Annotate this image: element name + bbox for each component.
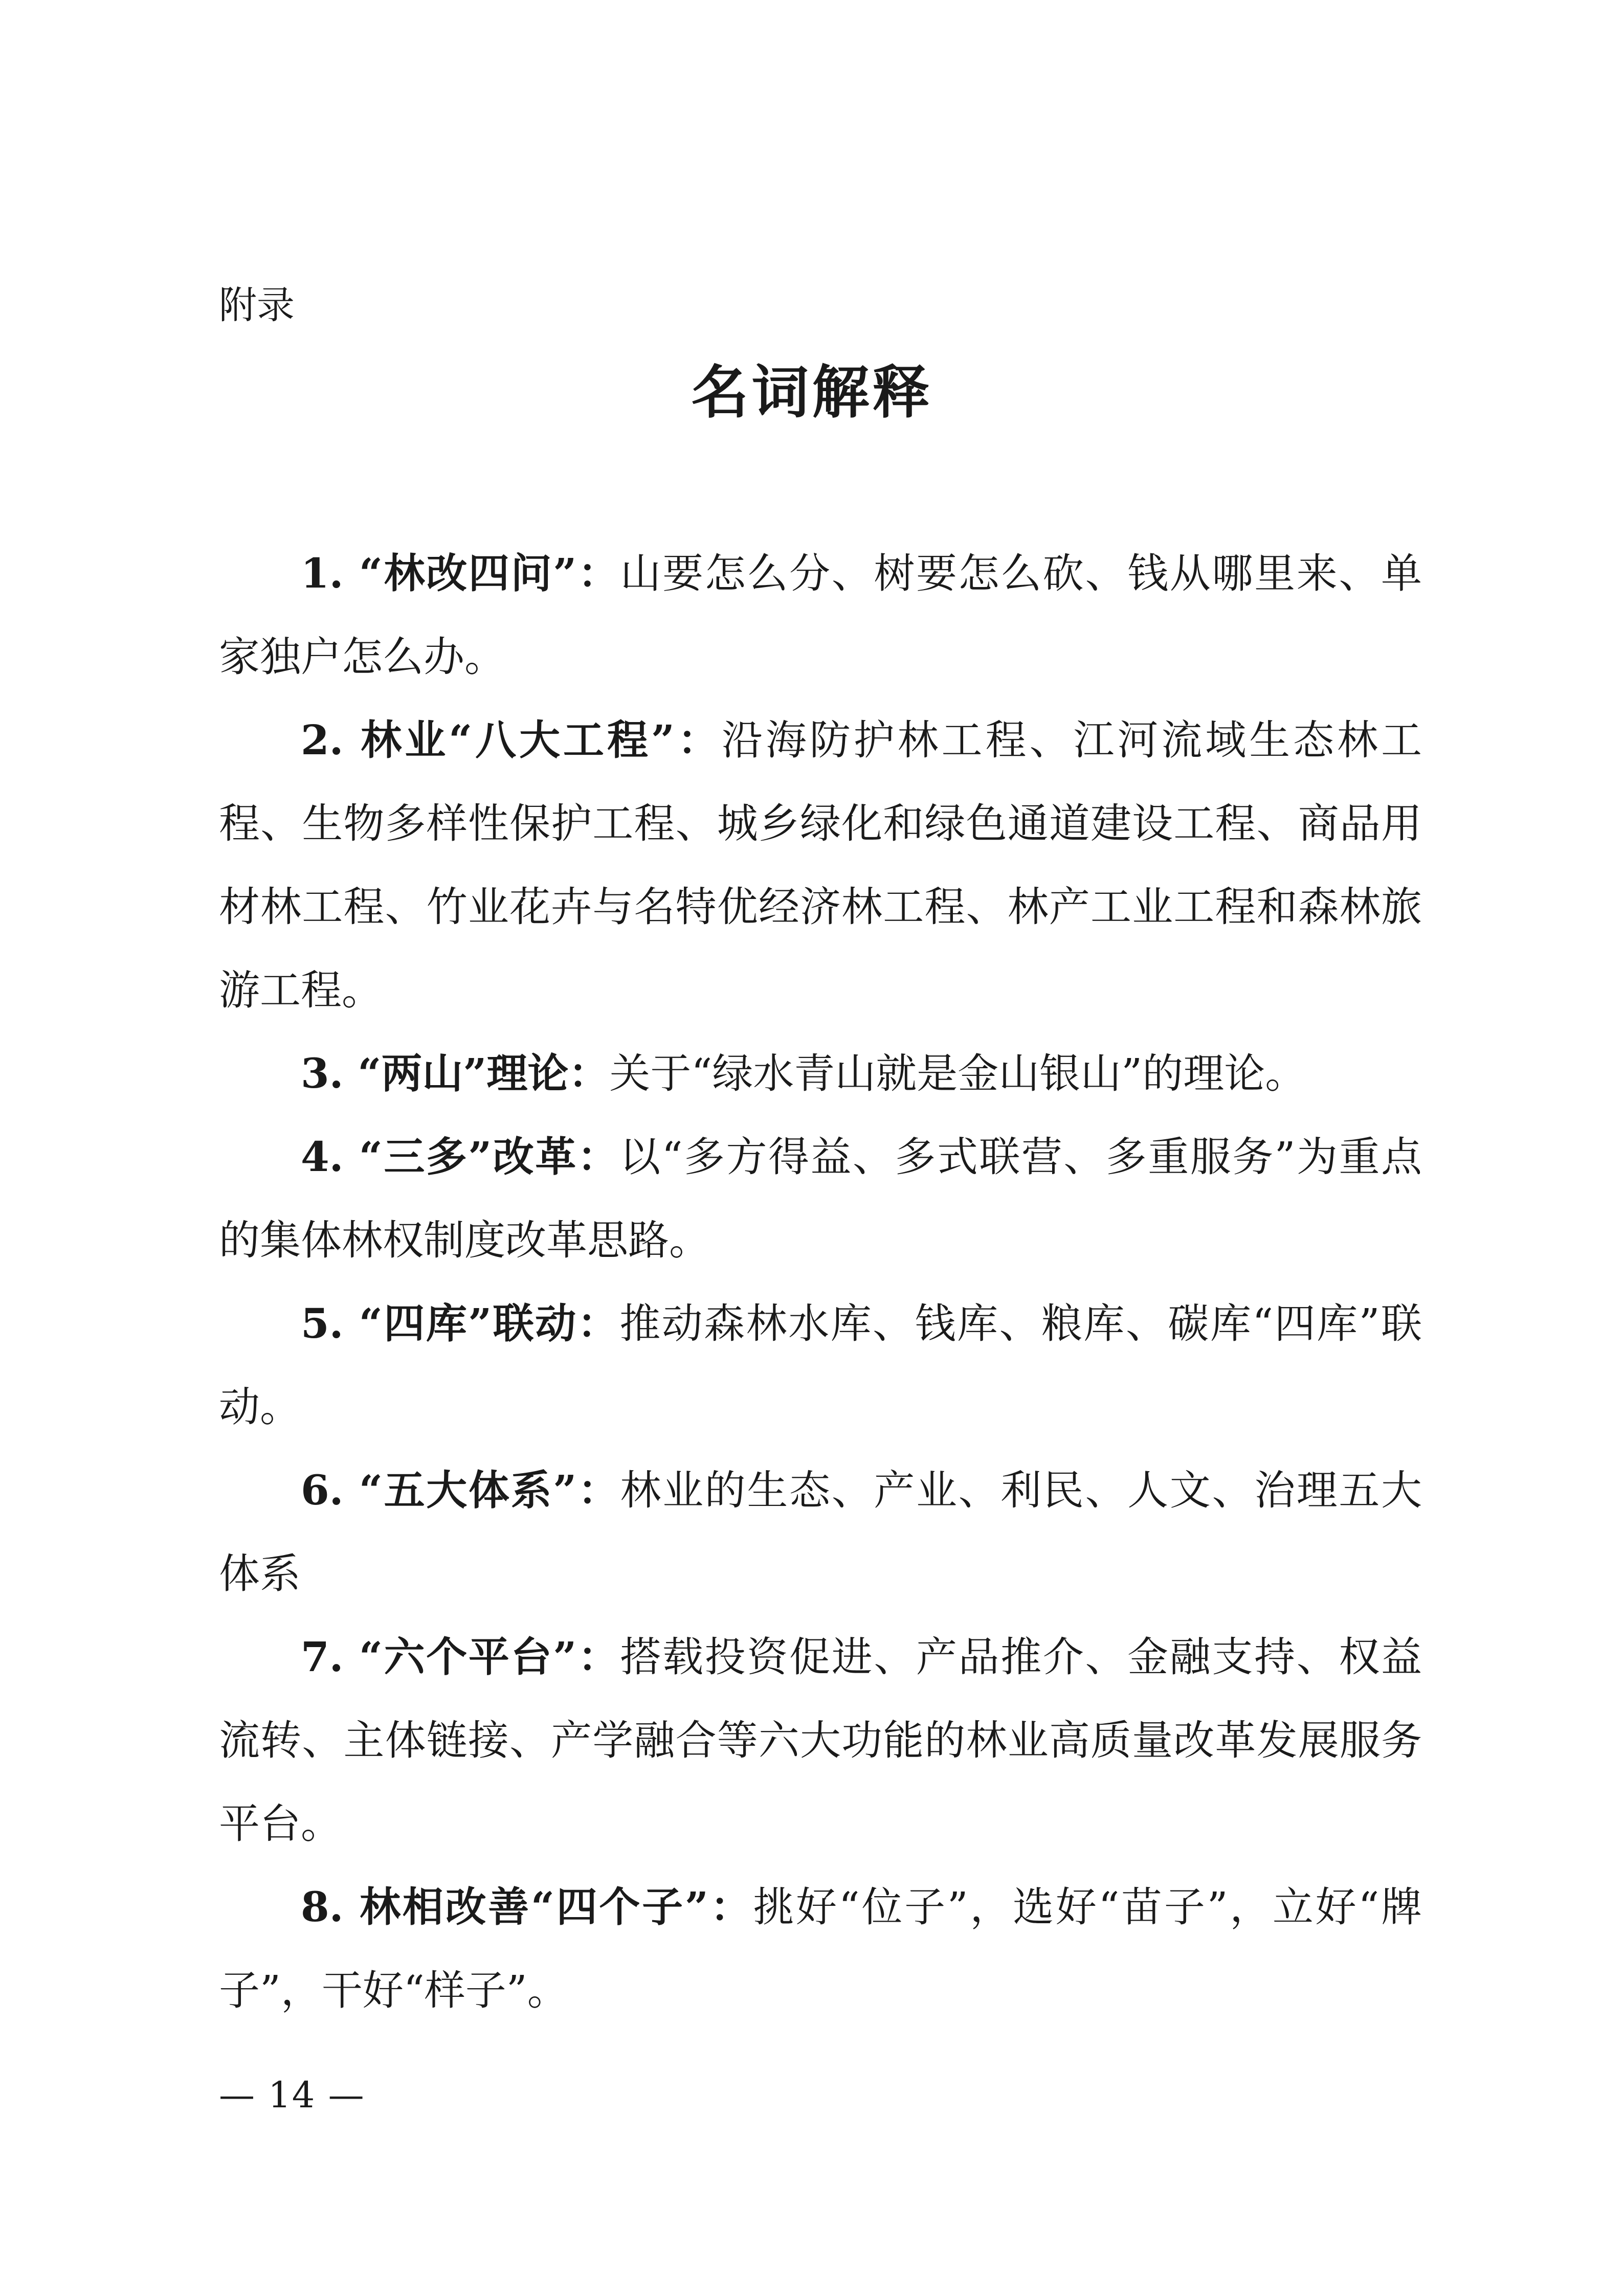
glossary-definition: 搭载投资促进、产品推介、金融支持、权益流转、主体链接、产学融合等六大功能的林业高质量改革发展服务平台。 — [219, 1633, 1422, 1848]
glossary-entry — [219, 1032, 1422, 1115]
page-title: 名词解释 — [691, 359, 933, 426]
glossary-entry — [219, 1865, 1422, 2032]
glossary-entry — [219, 1615, 1422, 1865]
glossary-term: 2. 林业“八大工程”： — [301, 716, 722, 764]
glossary-term: 8. 林相改善“四个子”： — [301, 1883, 753, 1931]
glossary-entry — [219, 1282, 1422, 1449]
appendix-label: 附录 — [219, 283, 295, 327]
glossary-entry — [219, 1449, 1422, 1615]
glossary-definition: 挑好“位子”，选好“苗子”，立好“牌子”，干好“样子”。 — [219, 1883, 1422, 2014]
glossary-definition: 推动森林水库、钱库、粮库、碳库“四库”联动。 — [219, 1300, 1422, 1431]
glossary-entry — [219, 1115, 1422, 1282]
glossary-entry — [219, 699, 1422, 1032]
glossary-list — [219, 532, 1422, 2032]
page-number: — 14 — — [219, 2074, 365, 2116]
glossary-term: 1. “林改四问”： — [301, 549, 620, 597]
glossary-term: 7. “六个平台”： — [301, 1633, 620, 1681]
glossary-term: 6. “五大体系”： — [301, 1466, 620, 1514]
glossary-definition: 以“多方得益、多式联营、多重服务”为重点的集体林权制度改革思路。 — [219, 1133, 1422, 1264]
glossary-term: 3. “两山”理论： — [301, 1049, 610, 1097]
glossary-term: 4. “三多”改革： — [301, 1133, 620, 1181]
glossary-definition: 关于“绿水青山就是金山银山”的理论。 — [609, 1050, 1306, 1097]
glossary-entry — [219, 532, 1422, 699]
glossary-definition: 山要怎么分、树要怎么砍、钱从哪里来、单家独户怎么办。 — [219, 550, 1422, 681]
glossary-definition: 林业的生态、产业、利民、人文、治理五大体系 — [219, 1467, 1422, 1597]
glossary-definition: 沿海防护林工程、江河流域生态林工程、生物多样性保护工程、城乡绿化和绿色通道建设工程、商品用材林工程、竹业花卉与名特优经济林工程、林产工业工程和森林旅游工程。 — [219, 716, 1422, 1014]
glossary-term: 5. “四库”联动： — [301, 1299, 620, 1347]
